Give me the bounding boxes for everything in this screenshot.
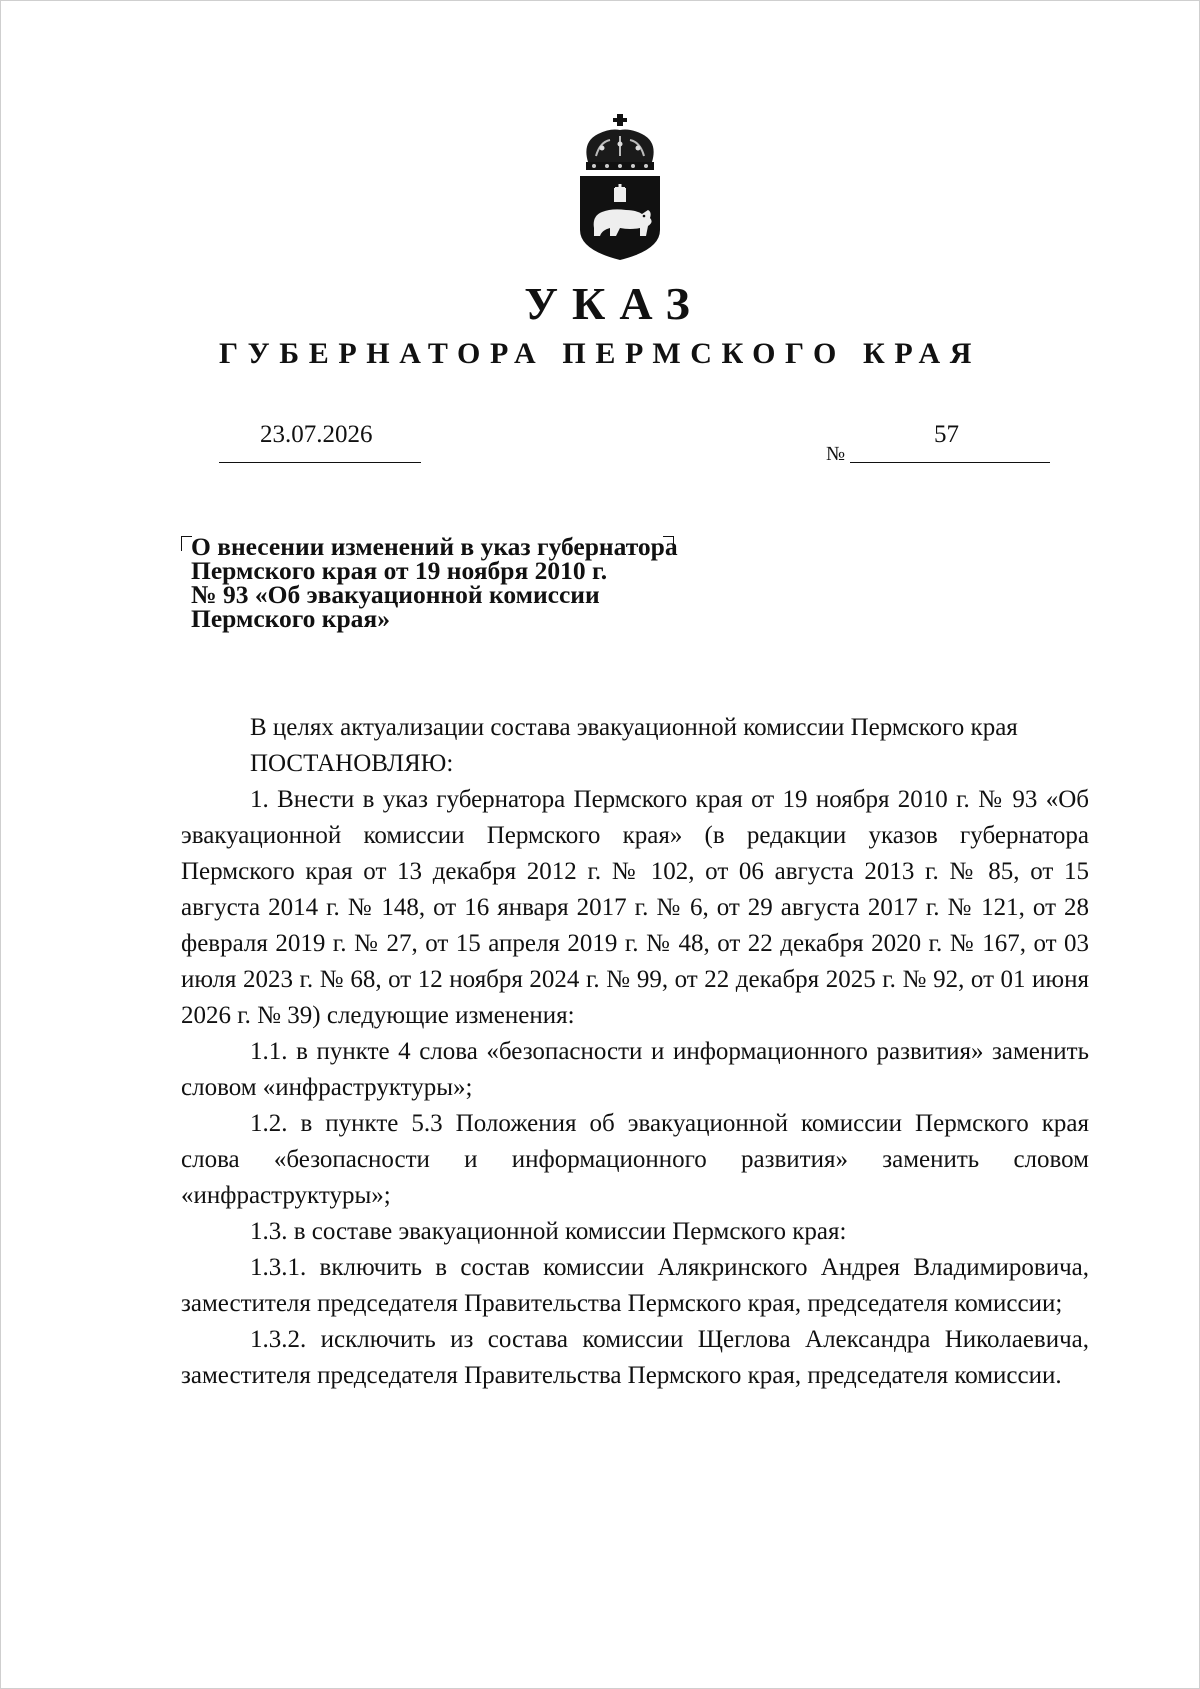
decree-date: 23.07.2026	[260, 421, 373, 448]
item-1-3-paragraph: 1.3. в составе эвакуационной комиссии Пермского края:	[250, 1218, 847, 1245]
document-subtitle: ГУБЕРНАТОРА ПЕРМСКОГО КРАЯ	[218, 337, 981, 370]
date-underline	[219, 462, 421, 463]
document-title: УКАЗ	[524, 278, 704, 329]
subject-line: Пермского края»	[191, 604, 390, 633]
subject-line: О внесении изменений в указ губернатора	[191, 532, 678, 561]
number-underline	[850, 462, 1050, 463]
number-sign: №	[826, 443, 846, 465]
item-1-2-paragraph: 1.2. в пункте 5.3 Положения об эвакуационной комиссии Пермского края слова «безопасности и информационного развития» заменить словом «инфраструктуры»;	[181, 1110, 1089, 1209]
item-1-3-2-paragraph: 1.3.2. исключить из состава комиссии Щеглова Александра Николаевича, заместителя председателя Правительства Пермского края, председателя комиссии.	[181, 1326, 1089, 1389]
subject-line: № 93 «Об эвакуационной комиссии	[191, 580, 600, 609]
item-1-1-paragraph: 1.1. в пункте 4 слова «безопасности и информационного развития» заменить словом «инфраструктуры»;	[181, 1038, 1089, 1101]
subject-line: Пермского края от 19 ноября 2010 г.	[191, 556, 608, 585]
decree-body	[181, 710, 1089, 1394]
item-1-3-1-paragraph: 1.3.1. включить в состав комиссии Алякринского Андрея Владимировича, заместителя председателя Правительства Пермского края, председателя комиссии;	[181, 1254, 1089, 1317]
item-1-paragraph: 1. Внести в указ губернатора Пермского края от 19 ноября 2010 г. № 93 «Об эвакуационной комиссии Пермского края» (в редакции указов губернатора Пермского края от 13 декабря 2012 г. № 102, от 06 августа 2013 г. № 85, от 15 августа 2014 г. № 148, от 16 января 2017 г. № 6, от 29 августа 2017 г. № 121, от 28 февраля 2019 г. № 27, от 15 апреля 2019 г. № 48, от 22 декабря 2020 г. № 167, от 03 июля 2023 г. № 68, от 12 ноября 2024 г. № 99, от 22 декабря 2025 г. № 92, от 01 июня 2026 г. № 39) следующие изменения:	[181, 786, 1089, 1029]
resolve-heading: ПОСТАНОВЛЯЮ:	[250, 750, 454, 777]
decree-number: 57	[934, 421, 959, 448]
perm-krai-coat-of-arms-icon	[570, 112, 670, 262]
preamble-paragraph: В целях актуализации состава эвакуационной комиссии Пермского края	[250, 714, 1018, 741]
decree-subject	[191, 532, 678, 633]
